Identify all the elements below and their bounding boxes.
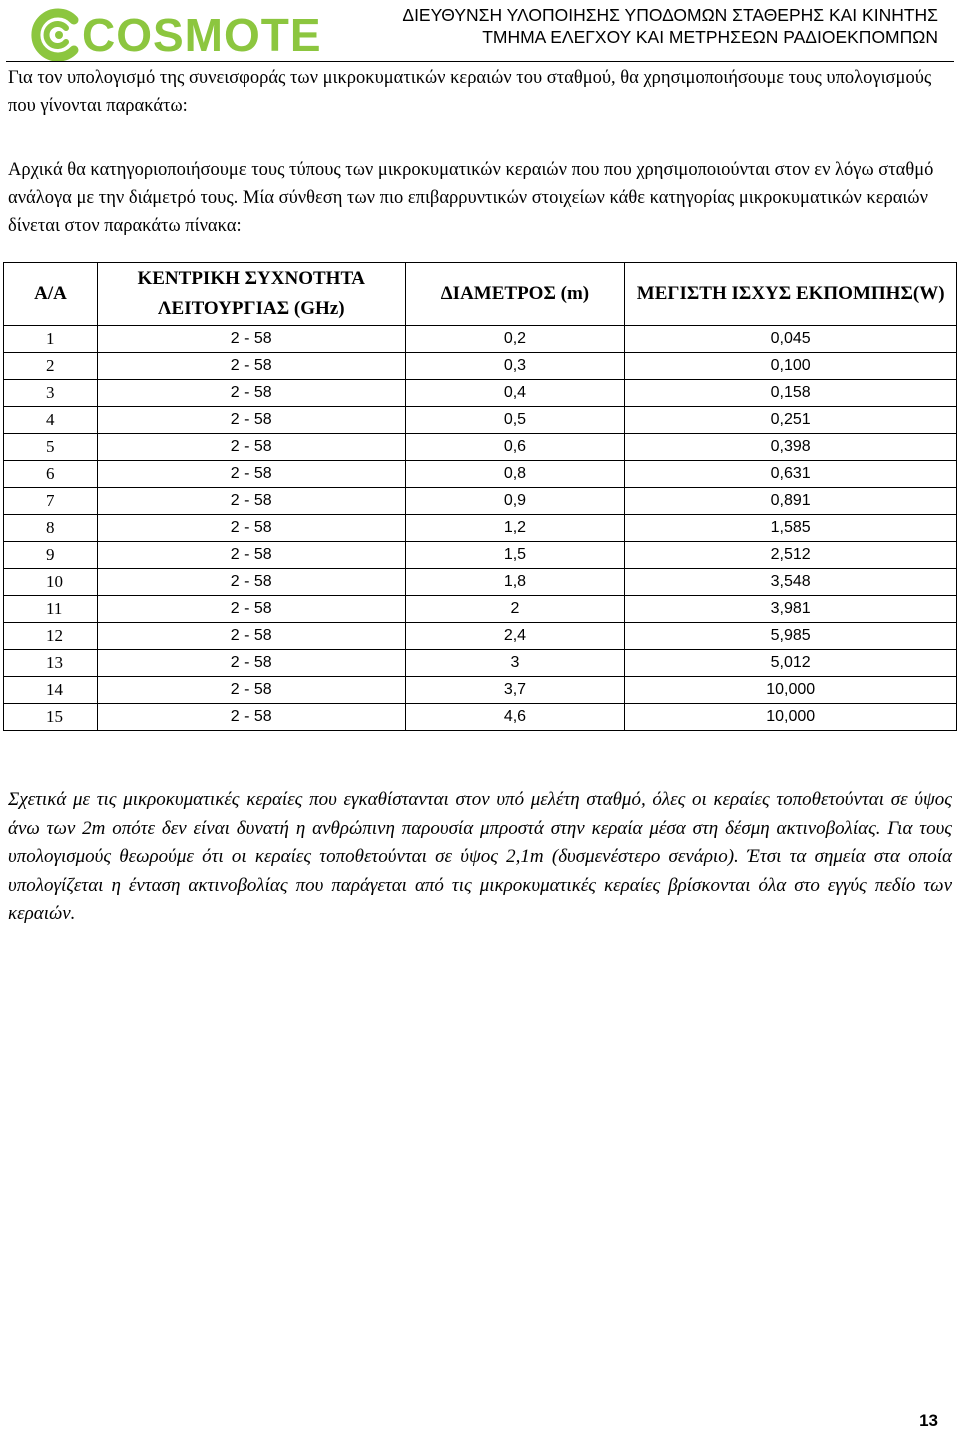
cell-frequency: 2 - 58 — [97, 326, 405, 353]
table-header-row — [4, 263, 957, 326]
cell-frequency: 2 - 58 — [97, 542, 405, 569]
cell-power: 5,012 — [625, 650, 957, 677]
cell-frequency: 2 - 58 — [97, 488, 405, 515]
cell-power: 2,512 — [625, 542, 957, 569]
cell-frequency: 2 - 58 — [97, 434, 405, 461]
cell-diameter: 3,7 — [405, 677, 625, 704]
cell-frequency: 2 - 58 — [97, 677, 405, 704]
table-row — [4, 569, 957, 596]
cell-frequency: 2 - 58 — [97, 623, 405, 650]
header-max-power: ΜΕΓΙΣΤΗ ΙΣΧΥΣ ΕΚΠΟΜΠΗΣ(W) — [625, 263, 957, 326]
header-divider — [6, 61, 954, 62]
cell-index: 12 — [4, 623, 98, 650]
cell-power: 0,631 — [625, 461, 957, 488]
cell-power: 3,981 — [625, 596, 957, 623]
cell-power: 0,100 — [625, 353, 957, 380]
page-number: 13 — [919, 1411, 938, 1430]
table-row — [4, 353, 957, 380]
header-frequency: ΚΕΝΤΡΙΚΗ ΣΥΧΝΟΤΗΤΑ ΛΕΙΤΟΥΡΓΙΑΣ (GHz) — [97, 263, 405, 326]
cell-diameter: 0,8 — [405, 461, 625, 488]
cell-index: 5 — [4, 434, 98, 461]
header-line-1: ΔΙΕΥΘΥΝΣΗ ΥΛΟΠΟΙΗΣΗΣ ΥΠΟΔΟΜΩΝ ΣΤΑΘΕΡΗΣ ΚΑΙ ΚΙΝΗΤΗΣ — [402, 5, 938, 25]
cell-power: 0,045 — [625, 326, 957, 353]
table-row — [4, 650, 957, 677]
header-diameter: ΔΙΑΜΕΤΡΟΣ (m) — [405, 263, 625, 326]
cell-frequency: 2 - 58 — [97, 353, 405, 380]
table-row — [4, 434, 957, 461]
cell-frequency: 2 - 58 — [97, 461, 405, 488]
cell-power: 0,251 — [625, 407, 957, 434]
cell-power: 0,398 — [625, 434, 957, 461]
cell-diameter: 1,2 — [405, 515, 625, 542]
cell-power: 3,548 — [625, 569, 957, 596]
header-index: Α/Α — [4, 263, 98, 326]
table-row — [4, 542, 957, 569]
cell-diameter: 3 — [405, 650, 625, 677]
cell-index: 13 — [4, 650, 98, 677]
cell-power: 1,585 — [625, 515, 957, 542]
table-row — [4, 677, 957, 704]
header-line-2: ΤΜΗΜΑ ΕΛΕΓΧΟΥ ΚΑΙ ΜΕΤΡΗΣΕΩΝ ΡΑΔΙΟΕΚΠΟΜΠΩΝ — [482, 27, 938, 47]
cell-frequency: 2 - 58 — [97, 704, 405, 731]
cell-power: 5,985 — [625, 623, 957, 650]
cell-diameter: 4,6 — [405, 704, 625, 731]
table-row — [4, 461, 957, 488]
header-department — [402, 4, 938, 48]
conclusion-paragraph: Σχετικά με τις μικροκυματικές κεραίες που εγκαθίστανται στον υπό μελέτη σταθμό, όλες οι κεραίες τοποθετούνται σε ύψος άνω των 2m οπότε δεν είναι δυνατή η ανθρώπινη παρουσία μπροστά στην κεραία μέσα στη δέσμη ακτινοβολίας. Για τους υπολογισμούς θεωρούμε ότι οι κεραίες τοποθετούνται σε ύψος 2,1m (δυσμενέστερο σενάριο). Έτσι τα σημεία στα οποία υπολογίζεται η ένταση ακτινοβολίας που παράγεται από τις μικροκυματικές κεραίες βρίσκονται όλα στο εγγύς πεδίο των κεραιών. — [8, 789, 952, 924]
cell-power: 10,000 — [625, 704, 957, 731]
table-row — [4, 326, 957, 353]
cell-index: 7 — [4, 488, 98, 515]
cell-index: 11 — [4, 596, 98, 623]
cell-power: 10,000 — [625, 677, 957, 704]
cell-diameter: 1,8 — [405, 569, 625, 596]
table-row — [4, 515, 957, 542]
cell-diameter: 2 — [405, 596, 625, 623]
cell-diameter: 0,4 — [405, 380, 625, 407]
cell-index: 8 — [4, 515, 98, 542]
table-row — [4, 596, 957, 623]
table-row — [4, 380, 957, 407]
cell-frequency: 2 - 58 — [97, 407, 405, 434]
cell-index: 10 — [4, 569, 98, 596]
table-row — [4, 488, 957, 515]
cell-power: 0,158 — [625, 380, 957, 407]
cell-frequency: 2 - 58 — [97, 380, 405, 407]
cell-index: 15 — [4, 704, 98, 731]
cell-index: 2 — [4, 353, 98, 380]
cell-power: 0,891 — [625, 488, 957, 515]
cosmote-logo — [30, 6, 322, 64]
cell-frequency: 2 - 58 — [97, 596, 405, 623]
table-row — [4, 623, 957, 650]
cosmote-logo-icon — [30, 6, 88, 64]
cell-diameter: 0,2 — [405, 326, 625, 353]
cell-index: 1 — [4, 326, 98, 353]
table-row — [4, 407, 957, 434]
logo-wordmark: COSMOTE — [82, 9, 322, 61]
cell-diameter: 0,9 — [405, 488, 625, 515]
cell-index: 9 — [4, 542, 98, 569]
cell-index: 3 — [4, 380, 98, 407]
cell-frequency: 2 - 58 — [97, 569, 405, 596]
cell-diameter: 1,5 — [405, 542, 625, 569]
cell-index: 14 — [4, 677, 98, 704]
intro-paragraph-2: Αρχικά θα κατηγοριοποιήσουμε τους τύπους των μικροκυματικών κεραιών που που χρησιμοποιούνται στον εν λόγω σταθμό ανάλογα με την διάμετρό τους. Μία σύνθεση των πιο επιβαρρυντικών στοιχείων κάθε κατηγορίας μικροκυματικών κεραιών δίνεται στον παρακάτω πίνακα: — [8, 160, 934, 236]
cell-diameter: 0,5 — [405, 407, 625, 434]
table-body — [4, 326, 957, 731]
cell-diameter: 0,6 — [405, 434, 625, 461]
intro-paragraph-1: Για τον υπολογισμό της συνεισφοράς των μικροκυματικών κεραιών του σταθμού, θα χρησιμοποιήσουμε τους υπολογισμούς που γίνονται παρακάτω: — [8, 68, 932, 116]
cell-frequency: 2 - 58 — [97, 515, 405, 542]
cell-diameter: 2,4 — [405, 623, 625, 650]
antenna-table — [3, 262, 957, 731]
cell-frequency: 2 - 58 — [97, 650, 405, 677]
cell-index: 6 — [4, 461, 98, 488]
cell-index: 4 — [4, 407, 98, 434]
cell-diameter: 0,3 — [405, 353, 625, 380]
table-row — [4, 704, 957, 731]
